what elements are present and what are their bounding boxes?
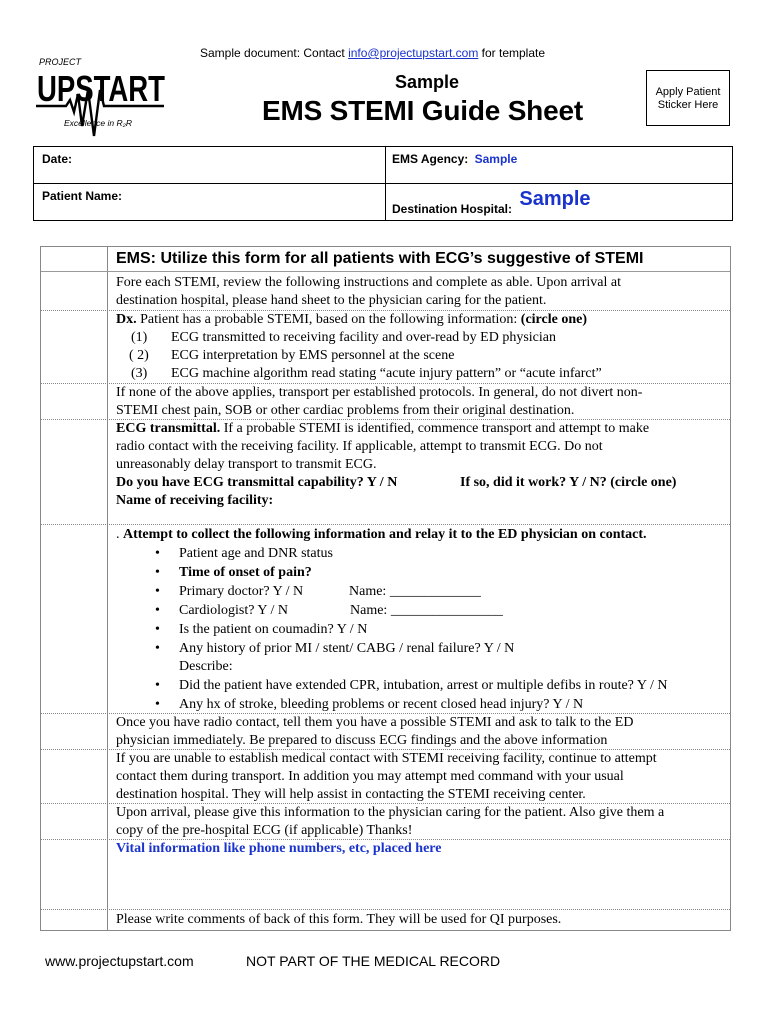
template-note-suffix: for template (478, 46, 546, 60)
collect-prefix: . (116, 527, 123, 542)
sticker-label-line1: Apply Patient (655, 86, 721, 98)
dx-item-text: ECG transmitted to receiving facility and over-read by ED physician (171, 330, 556, 345)
bullet-icon: • (155, 678, 160, 693)
sticker-label-line2: Sticker Here (657, 99, 719, 111)
dx-item-3[interactable] (131, 365, 602, 383)
dx-item-1[interactable] (131, 329, 556, 347)
bullet-stroke-bleeding[interactable]: Any hx of stroke, bleeding problems or recent closed head injury? Y / N (179, 697, 584, 712)
unable-contact-line-1: If you are unable to establish medical contact with STEMI receiving facility, continue to attempt (116, 751, 657, 766)
bullet-coumadin[interactable]: Is the patient on coumadin? Y / N (179, 622, 368, 637)
template-note-prefix: Sample document: Contact (200, 46, 349, 60)
bullet-icon: • (155, 622, 160, 637)
bullet-icon: • (155, 641, 160, 656)
bullet-age-dnr: Patient age and DNR status (179, 546, 333, 561)
dx-item-number: (3) (131, 366, 148, 381)
date-label: Date: (42, 152, 73, 166)
footer-notice: NOT PART OF THE MEDICAL RECORD (246, 953, 501, 969)
ems-agency-field[interactable] (392, 152, 517, 166)
patient-sticker-box[interactable] (646, 70, 730, 126)
bullet-icon: • (155, 584, 160, 599)
patient-name-field[interactable] (42, 189, 122, 203)
destination-hospital-value: Sample (519, 188, 591, 210)
primary-doctor-name-field[interactable]: Name: _____________ (349, 584, 481, 599)
bullet-prior-history[interactable]: Any history of prior MI / stent/ CABG / renal failure? Y / N (179, 641, 515, 656)
form-left-column-divider (107, 247, 108, 930)
none-applies-line-2: STEMI chest pain, SOB or other cardiac problems from their original destination. (116, 403, 575, 418)
ems-agency-label: EMS Agency: (392, 152, 469, 166)
dx-item-number: (1) (131, 330, 148, 345)
ecg-text: If a probable STEMI is identified, commence transport and attempt to make (220, 421, 650, 436)
dx-item-2[interactable] (129, 347, 454, 365)
vital-information-note: Vital information like phone numbers, etc, placed here (116, 841, 442, 856)
dx-label: Dx. (116, 312, 137, 327)
unable-contact-line-3: destination hospital. They will help assist in contacting the STEMI receiving center. (116, 787, 586, 802)
patient-info-box (33, 146, 733, 221)
bullet-primary-doctor[interactable] (179, 583, 481, 601)
cardiologist-question: Cardiologist? Y / N (179, 603, 289, 618)
unable-contact-line-2: contact them during transport. In addition you may attempt med command with your usual (116, 769, 624, 784)
intro-line-1: Fore each STEMI, review the following instructions and complete as able. Upon arrival at (116, 275, 622, 290)
row-separator (41, 909, 730, 910)
ecg-line-3: unreasonably delay transport to transmit ECG. (116, 457, 377, 472)
describe-label[interactable]: Describe: (179, 659, 233, 674)
bullet-icon: • (155, 546, 160, 561)
bullet-icon: • (155, 603, 160, 618)
info-divider-horizontal (34, 183, 732, 184)
project-upstart-logo (36, 54, 170, 138)
dx-item-text: ECG interpretation by EMS personnel at the scene (171, 348, 455, 363)
bullet-icon: • (155, 565, 160, 580)
dx-item-number: ( 2) (129, 348, 149, 363)
bullet-onset-of-pain: Time of onset of pain? (179, 565, 312, 580)
ecg-worked-question[interactable]: If so, did it work? Y / N? (circle one) (460, 475, 677, 490)
sheet-subtitle: Sample (395, 72, 460, 92)
logo-tagline: Excellence in R₂R (64, 118, 132, 128)
footer-website[interactable]: www.projectupstart.com (45, 953, 194, 969)
radio-contact-line-1: Once you have radio contact, tell them you have a possible STEMI and ask to talk to the ED (116, 715, 634, 730)
intro-line-2: destination hospital, please hand sheet to the physician caring for the patient. (116, 293, 547, 308)
patient-name-label: Patient Name: (42, 189, 123, 203)
radio-contact-line-2: physician immediately. Be prepared to discuss ECG findings and the above information (116, 733, 608, 748)
destination-hospital-field[interactable] (392, 188, 591, 216)
template-note (200, 46, 545, 60)
logo-project-text: PROJECT (39, 57, 82, 67)
collect-info-line (116, 526, 647, 544)
dx-line (116, 311, 587, 329)
arrival-line-2: copy of the pre-hospital ECG (if applicable) Thanks! (116, 823, 413, 838)
dx-circle-one[interactable]: (circle one) (520, 312, 587, 327)
dx-item-text: ECG machine algorithm read stating “acute injury pattern” or “acute infarct” (171, 366, 602, 381)
none-applies-line-1: If none of the above applies, transport per established protocols. In general, do not divert non- (116, 385, 643, 400)
primary-doctor-question: Primary doctor? Y / N (179, 584, 304, 599)
stemi-guide-form (40, 246, 731, 931)
row-separator (41, 524, 730, 525)
bullet-cardiologist[interactable] (179, 602, 503, 620)
page-title: EMS STEMI Guide Sheet (262, 95, 583, 126)
date-field[interactable] (42, 152, 72, 166)
ems-agency-value: Sample (474, 152, 518, 166)
collect-text: Attempt to collect the following information and relay it to the ED physician on contact. (123, 527, 647, 542)
form-heading: EMS: Utilize this form for all patients with ECG’s suggestive of STEMI (116, 250, 644, 267)
ecg-line-1 (116, 420, 649, 438)
contact-email-link[interactable]: info@projectupstart.com (348, 46, 479, 60)
logo-upstart-text: UPSTART (37, 68, 166, 109)
receiving-facility-field[interactable]: Name of receiving facility: (116, 493, 274, 508)
ecg-capability-question[interactable]: Do you have ECG transmittal capability? Y / N (116, 475, 398, 490)
bullet-icon: • (155, 697, 160, 712)
comments-note: Please write comments of back of this form. They will be used for QI purposes. (116, 912, 562, 927)
destination-hospital-label: Destination Hospital: (392, 202, 513, 216)
ecg-line-2: radio contact with the receiving facility. If applicable, attempt to transmit ECG. Do not (116, 439, 603, 454)
row-separator (41, 271, 730, 272)
dx-text: Patient has a probable STEMI, based on the following information: (136, 312, 521, 327)
ecg-transmittal-label: ECG transmittal. (116, 421, 221, 436)
arrival-line-1: Upon arrival, please give this information to the physician caring for the patient. Also give them a (116, 805, 665, 820)
bullet-cpr-intubation[interactable]: Did the patient have extended CPR, intubation, arrest or multiple defibs in route? Y / N (179, 678, 668, 693)
cardiologist-name-field[interactable]: Name: ________________ (350, 603, 503, 618)
